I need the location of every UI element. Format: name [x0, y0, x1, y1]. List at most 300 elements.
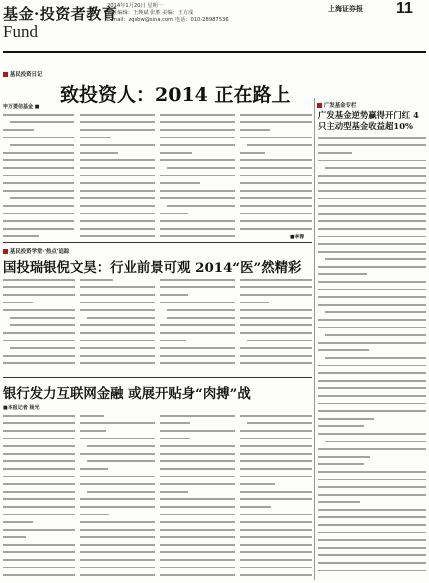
- text-line-ink: [318, 327, 426, 329]
- text-line-ink: [325, 334, 426, 336]
- text-line-ink: [240, 559, 312, 561]
- text-line-ink: [167, 317, 235, 319]
- text-line: [240, 284, 312, 292]
- text-line: [3, 412, 75, 420]
- text-line: [3, 450, 75, 458]
- text-line-ink: [318, 387, 426, 389]
- text-line: [318, 567, 426, 575]
- article3-headline: 银行发力互联网金融 或展开贴身“肉搏”战: [3, 386, 251, 402]
- text-line-ink: [318, 213, 426, 215]
- text-line-ink: [160, 324, 235, 326]
- text-line-ink: [3, 476, 75, 478]
- text-line-ink: [3, 332, 75, 334]
- text-line: [318, 461, 426, 469]
- text-line-ink: [318, 516, 426, 518]
- text-line-ink: [160, 430, 235, 432]
- text-line-ink: [318, 501, 360, 503]
- text-line: [3, 119, 74, 127]
- text-line: [318, 385, 426, 393]
- text-line-ink: [80, 355, 155, 357]
- text-line: [160, 488, 235, 496]
- text-line: [3, 465, 75, 473]
- text-line-ink: [240, 159, 312, 161]
- article2-tag: [3, 247, 69, 255]
- text-line: [318, 164, 426, 172]
- text-line-ink: [80, 302, 155, 304]
- text-line: [3, 329, 75, 337]
- issue-date: 2014年1月20日 星期一: [107, 3, 163, 9]
- text-line-ink: [318, 296, 426, 298]
- text-line: [318, 438, 426, 446]
- text-line: [80, 284, 155, 292]
- text-line: [240, 172, 312, 180]
- text-line: [3, 420, 75, 428]
- text-line-ink: [160, 152, 192, 154]
- text-line: [318, 400, 426, 408]
- text-line: [160, 337, 235, 345]
- text-line-ink: [240, 279, 312, 281]
- text-line-ink: [3, 567, 75, 569]
- text-line-ink: [240, 114, 312, 116]
- issue-contact: E-mail：zqsbw@sina.com 电话：010-28987536: [107, 17, 229, 23]
- text-line-ink: [80, 559, 155, 561]
- text-line: [80, 442, 155, 450]
- text-line: [318, 468, 426, 476]
- text-line-ink: [80, 468, 108, 470]
- text-line: [160, 450, 235, 458]
- article1-column-1: [3, 111, 74, 241]
- text-line: [3, 564, 75, 572]
- text-line-ink: [240, 362, 312, 364]
- text-line-ink: [240, 514, 312, 516]
- text-line-ink: [318, 524, 426, 526]
- text-line-ink: [318, 410, 426, 412]
- text-line: [318, 316, 426, 324]
- text-line: [80, 488, 155, 496]
- text-line: [3, 480, 75, 488]
- text-line: [3, 111, 74, 119]
- text-line: [3, 126, 74, 134]
- text-line: [160, 217, 235, 225]
- text-line-ink: [3, 559, 75, 561]
- text-line-ink: [3, 430, 75, 432]
- text-line: [160, 549, 235, 557]
- text-line: [3, 488, 75, 496]
- text-line: [3, 541, 75, 549]
- text-line: [318, 544, 426, 552]
- text-line: [240, 534, 312, 542]
- text-line-ink: [160, 129, 235, 131]
- text-line-ink: [80, 551, 155, 553]
- text-line: [80, 111, 155, 119]
- text-line-ink: [240, 121, 312, 123]
- text-line-ink: [160, 355, 235, 357]
- text-line-ink: [160, 332, 235, 334]
- text-line: [240, 435, 312, 443]
- text-line: [318, 331, 426, 339]
- text-line: [318, 309, 426, 317]
- text-line-ink: [80, 453, 155, 455]
- text-line-ink: [318, 342, 426, 344]
- tag-marker: [3, 72, 8, 77]
- text-line-ink: [240, 445, 312, 447]
- text-line: [160, 556, 235, 564]
- text-line-ink: [240, 302, 269, 304]
- text-line: [318, 149, 426, 157]
- article1-tag-label: 基民投资日记: [10, 72, 43, 78]
- text-line-ink: [318, 289, 426, 291]
- text-line: [240, 465, 312, 473]
- text-line-ink: [3, 551, 75, 553]
- text-line: [80, 134, 155, 142]
- text-line: [240, 571, 312, 579]
- text-line-ink: [3, 544, 75, 546]
- text-line: [3, 187, 74, 195]
- text-line: [3, 233, 74, 241]
- text-line-ink: [80, 529, 155, 531]
- text-line-ink: [3, 521, 33, 523]
- text-line: [80, 187, 155, 195]
- text-line-ink: [247, 422, 312, 424]
- text-line: [160, 179, 235, 187]
- text-line: [318, 499, 426, 507]
- text-line: [160, 233, 235, 241]
- text-line: [318, 278, 426, 286]
- text-line-ink: [80, 159, 155, 161]
- article3-column-4: [240, 412, 312, 580]
- text-line: [240, 119, 312, 127]
- sidebar-body: [318, 134, 426, 580]
- text-line: [160, 284, 235, 292]
- text-line-ink: [3, 340, 75, 342]
- text-line: [318, 293, 426, 301]
- text-line-ink: [160, 491, 188, 493]
- text-line-ink: [160, 175, 235, 177]
- text-line: [3, 556, 75, 564]
- text-line-ink: [240, 137, 312, 139]
- text-line-ink: [80, 340, 155, 342]
- text-line-ink: [160, 286, 235, 288]
- article3-column-1: [3, 412, 75, 580]
- text-line-ink: [240, 175, 312, 177]
- text-line: [80, 427, 155, 435]
- text-line-ink: [160, 220, 235, 222]
- text-line-ink: [247, 144, 312, 146]
- text-line-ink: [3, 514, 75, 516]
- text-line-ink: [3, 114, 74, 116]
- text-line: [240, 420, 312, 428]
- text-line: [80, 420, 155, 428]
- text-line-ink: [240, 197, 312, 199]
- text-line: [240, 442, 312, 450]
- text-line: [240, 344, 312, 352]
- text-line: [240, 427, 312, 435]
- text-line-ink: [80, 220, 155, 222]
- text-line: [318, 240, 426, 248]
- text-line: [80, 450, 155, 458]
- text-line-ink: [80, 521, 155, 523]
- article1-column-2: [80, 111, 155, 241]
- text-line: [240, 556, 312, 564]
- text-line-ink: [3, 309, 75, 311]
- text-line: [318, 536, 426, 544]
- text-line: [80, 329, 155, 337]
- text-line-ink: [325, 311, 426, 313]
- text-line: [3, 179, 74, 187]
- text-line-ink: [10, 144, 74, 146]
- text-line-ink: [325, 167, 426, 169]
- text-line: [318, 263, 426, 271]
- text-line-ink: [3, 483, 75, 485]
- text-line: [240, 480, 312, 488]
- text-line: [160, 412, 235, 420]
- text-line: [240, 511, 312, 519]
- text-line: [160, 157, 235, 165]
- text-line-ink: [80, 536, 155, 538]
- text-line: [240, 157, 312, 165]
- column-rule: [314, 98, 315, 580]
- text-line-ink: [240, 430, 312, 432]
- text-line-ink: [160, 144, 235, 146]
- text-line-ink: [80, 190, 155, 192]
- text-line: [160, 172, 235, 180]
- text-line-ink: [160, 506, 235, 508]
- text-line-ink: [3, 574, 75, 576]
- text-line-ink: [3, 415, 75, 417]
- text-line-ink: [325, 357, 426, 359]
- text-line: [80, 480, 155, 488]
- text-line-ink: [167, 205, 235, 207]
- text-line-ink: [160, 529, 235, 531]
- text-line-ink: [325, 258, 426, 260]
- text-line: [318, 218, 426, 226]
- text-line: [318, 134, 426, 142]
- section-title: 基金·投资者教育: [3, 5, 118, 23]
- text-line-ink: [80, 415, 104, 417]
- text-line: [80, 526, 155, 534]
- text-line: [80, 360, 155, 368]
- text-line: [80, 412, 155, 420]
- text-line-ink: [80, 129, 155, 131]
- text-line-ink: [160, 347, 235, 349]
- text-line-ink: [160, 468, 235, 470]
- text-line-ink: [318, 236, 426, 238]
- text-line-ink: [318, 539, 426, 541]
- text-line-ink: [240, 544, 312, 546]
- text-line-ink: [318, 365, 426, 367]
- text-line: [80, 195, 155, 203]
- text-line-ink: [247, 340, 312, 342]
- text-line-ink: [240, 476, 312, 478]
- text-line-ink: [80, 286, 155, 288]
- text-line-ink: [167, 167, 235, 169]
- text-line-ink: [10, 317, 75, 319]
- text-line-ink: [318, 190, 426, 192]
- text-line-ink: [3, 190, 74, 192]
- text-line: [80, 518, 155, 526]
- text-line: [3, 571, 75, 579]
- text-line: [80, 465, 155, 473]
- text-line-ink: [160, 121, 235, 123]
- text-line-ink: [80, 152, 118, 154]
- text-line-ink: [10, 121, 74, 123]
- text-line-ink: [240, 483, 275, 485]
- text-line-ink: [318, 471, 426, 473]
- text-line-ink: [3, 137, 74, 139]
- text-line-ink: [10, 324, 75, 326]
- text-line-ink: [167, 309, 235, 311]
- text-line-ink: [80, 175, 155, 177]
- masthead: [0, 0, 429, 52]
- text-line-ink: [80, 332, 155, 334]
- text-line-ink: [318, 448, 426, 450]
- text-line: [240, 225, 312, 233]
- text-line: [318, 491, 426, 499]
- text-line: [3, 157, 74, 165]
- text-line: [318, 506, 426, 514]
- text-line: [240, 518, 312, 526]
- text-line: [160, 276, 235, 284]
- text-line: [160, 435, 235, 443]
- text-line: [3, 442, 75, 450]
- text-line-ink: [160, 514, 235, 516]
- text-line-ink: [3, 213, 74, 215]
- text-line: [3, 473, 75, 481]
- text-line: [318, 445, 426, 453]
- text-line: [240, 526, 312, 534]
- article1-byline: 申万菱信基金 ■: [3, 104, 40, 110]
- text-line: [240, 329, 312, 337]
- text-line-ink: [318, 243, 426, 245]
- text-line-ink: [240, 220, 312, 222]
- text-line: [240, 111, 312, 119]
- text-line-ink: [80, 483, 155, 485]
- text-line-ink: [240, 213, 312, 215]
- text-line-ink: [240, 190, 312, 192]
- text-line-ink: [160, 445, 235, 447]
- text-line: [240, 314, 312, 322]
- text-line-ink: [87, 460, 155, 462]
- text-line: [318, 377, 426, 385]
- text-line: [80, 314, 155, 322]
- text-line: [3, 322, 75, 330]
- text-line: [3, 314, 75, 322]
- text-line: [318, 407, 426, 415]
- text-line: [160, 480, 235, 488]
- text-line-ink: [80, 514, 109, 516]
- article2-column-1: [3, 276, 75, 372]
- text-line: [240, 210, 312, 218]
- text-line-ink: [160, 415, 235, 417]
- text-line-ink: [318, 220, 426, 222]
- text-line: [240, 187, 312, 195]
- text-line-ink: [80, 422, 155, 424]
- text-line-ink: [3, 152, 74, 154]
- text-line: [318, 559, 426, 567]
- tag-marker: [317, 103, 322, 108]
- text-line: [3, 195, 74, 203]
- sidebar-headline: 广发基金逆势赢得开门红 4只主动型基金收益超10%: [318, 110, 419, 131]
- text-line: [3, 291, 75, 299]
- text-line: [80, 233, 155, 241]
- text-line: [3, 511, 75, 519]
- text-line: [80, 337, 155, 345]
- text-line: [240, 337, 312, 345]
- text-line: [80, 511, 155, 519]
- text-line-ink: [3, 205, 74, 207]
- text-line-ink: [80, 197, 155, 199]
- text-line: [160, 465, 235, 473]
- text-line: [160, 126, 235, 134]
- text-line: [3, 549, 75, 557]
- text-line: [160, 187, 235, 195]
- text-line: [318, 195, 426, 203]
- text-line: [80, 157, 155, 165]
- text-line-ink: [318, 532, 426, 534]
- text-line: [240, 195, 312, 203]
- text-line-ink: [80, 213, 155, 215]
- article1-tag: [3, 70, 42, 78]
- text-line-ink: [318, 562, 426, 564]
- text-line: [3, 435, 75, 443]
- text-line-ink: [80, 574, 155, 576]
- text-line-ink: [80, 137, 111, 139]
- text-line-ink: [3, 159, 74, 161]
- text-line: [240, 541, 312, 549]
- text-line-ink: [240, 567, 312, 569]
- text-line-ink: [325, 441, 426, 443]
- text-line-ink: [318, 570, 426, 572]
- text-line-ink: [3, 220, 74, 222]
- text-line: [160, 225, 235, 233]
- text-line-ink: [160, 559, 235, 561]
- text-line: [160, 511, 235, 519]
- text-line: [160, 111, 235, 119]
- text-line-ink: [318, 281, 426, 283]
- text-line: [240, 217, 312, 225]
- text-line-ink: [3, 175, 74, 177]
- divider: [3, 242, 312, 243]
- text-line-ink: [318, 372, 426, 374]
- text-line-ink: [160, 340, 186, 342]
- text-line-ink: [160, 302, 235, 304]
- text-line: [160, 541, 235, 549]
- text-line: [160, 571, 235, 579]
- text-line-ink: [80, 182, 155, 184]
- text-line: [318, 552, 426, 560]
- text-line-ink: [318, 319, 426, 321]
- article1-headline: 致投资人：2014 正在路上: [60, 84, 291, 106]
- text-line-ink: [318, 182, 426, 184]
- text-line-ink: [318, 228, 426, 230]
- text-line-ink: [3, 498, 75, 500]
- text-line: [240, 473, 312, 481]
- text-line-ink: [3, 468, 75, 470]
- text-line-ink: [80, 362, 155, 364]
- text-line-ink: [318, 509, 426, 511]
- text-line: [160, 291, 235, 299]
- text-line: [160, 329, 235, 337]
- text-line-ink: [240, 286, 312, 288]
- masthead-rule: [3, 51, 426, 53]
- article2-tag-label: 基民投资学堂·'热点'追踪: [10, 249, 70, 255]
- text-line-ink: [160, 294, 188, 296]
- section-subtitle: Fund: [3, 22, 38, 41]
- text-line: [3, 299, 75, 307]
- text-line-ink: [80, 121, 155, 123]
- text-line-ink: [80, 324, 155, 326]
- text-line: [240, 291, 312, 299]
